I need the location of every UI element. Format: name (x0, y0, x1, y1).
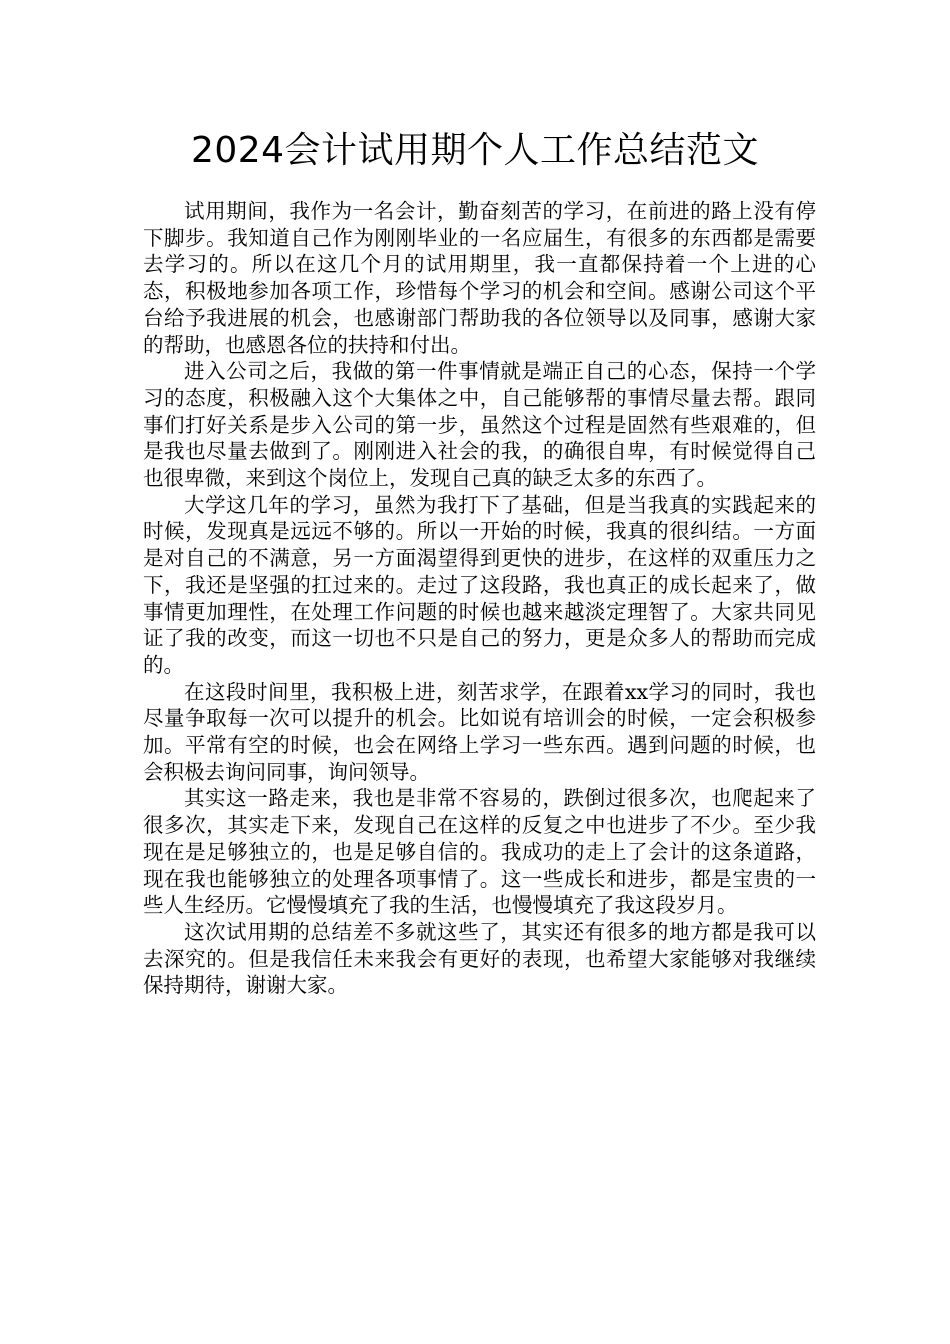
paragraph-1: 试用期间，我作为一名会计，勤奋刻苦的学习，在前进的路上没有停下脚步。我知道自己作为刚刚毕业的一名应届生，有很多的东西都是需要去学习的。所以在这几个月的试用期里，我一直都保持着一个上进的心态，积极地参加各项工作，珍惜每个学习的机会和空间。感谢公司这个平台给予我进展的机会，也感谢部门帮助我的各位领导以及同事，感谢大家的帮助，也感恩各位的扶持和付出。 (143, 199, 816, 357)
paragraph-2: 进入公司之后，我做的第一件事情就是端正自己的心态，保持一个学习的态度，积极融入这个大集体之中，自己能够帮的事情尽量去帮。跟同事们打好关系是步入公司的第一步，虽然这个过程是固然有些艰难的，但是我也尽量去做到了。刚刚进入社会的我，的确很自卑，有时候觉得自己也很卑微，来到这个岗位上，发现自己真的缺乏太多的东西了。 (143, 359, 816, 491)
paragraph-4: 在这段时间里，我积极上进，刻苦求学，在跟着xx学习的同时，我也尽量争取每一次可以提升的机会。比如说有培训会的时候，一定会积极参加。平常有空的时候，也会在网络上学习一些东西。遇到问题的时候，也会积极去询问同事，询问领导。 (143, 679, 816, 784)
document-title: 2024会计试用期个人工作总结范文 (190, 130, 760, 171)
paragraph-6: 这次试用期的总结差不多就这些了，其实还有很多的地方都是我可以去深究的。但是我信任未来我会有更好的表现，也希望大家能够对我继续保持期待，谢谢大家。 (143, 919, 816, 998)
document-body (143, 198, 816, 999)
paragraph-5: 其实这一路走来，我也是非常不容易的，跌倒过很多次，也爬起来了很多次，其实走下来，发现自己在这样的反复之中也进步了不少。至少我现在是足够独立的，也是足够自信的。我成功的走上了会计的这条道路，现在我也能够独立的处理各项事情了。这一些成长和进步，都是宝贵的一些人生经历。它慢慢填充了我的生活，也慢慢填充了我这段岁月。 (143, 786, 816, 918)
paragraph-3: 大学这几年的学习，虽然为我打下了基础，但是当我真的实践起来的时候，发现真是远远不够的。所以一开始的时候，我真的很纠结。一方面是对自己的不满意，另一方面渴望得到更快的进步，在这样的双重压力之下，我还是坚强的扛过来的。走过了这段路，我也真正的成长起来了，做事情更加理性，在处理工作问题的时候也越来越淡定理智了。大家共同见证了我的改变，而这一切也不只是自己的努力，更是众多人的帮助而完成的。 (143, 492, 816, 677)
